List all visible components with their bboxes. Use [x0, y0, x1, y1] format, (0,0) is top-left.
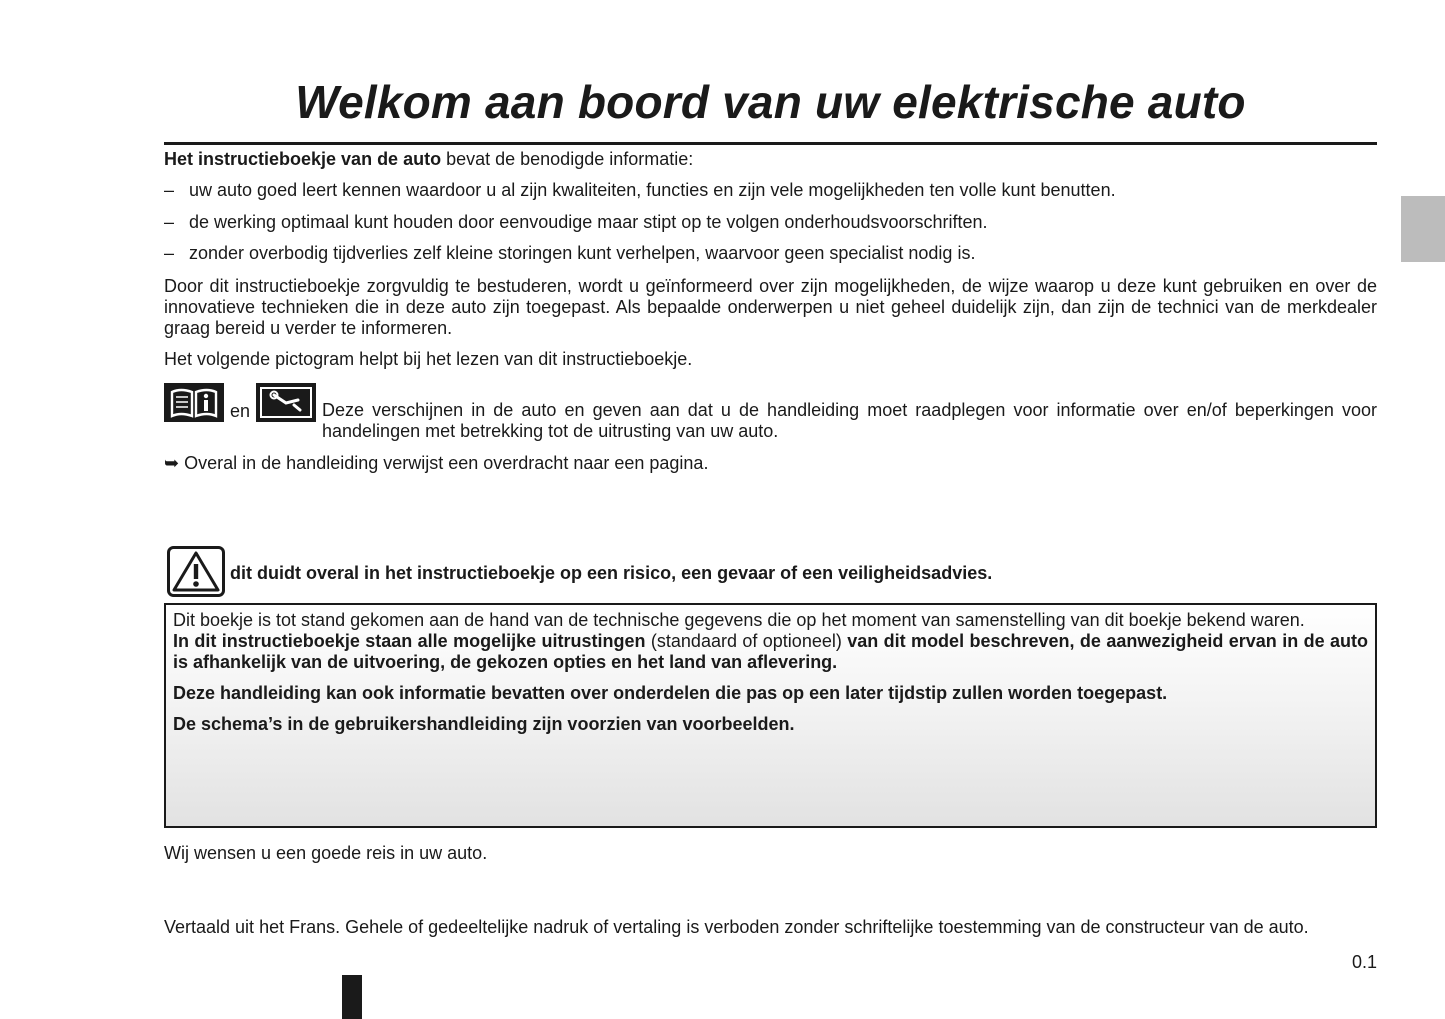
pictogram-connector: en [230, 401, 251, 421]
intro-rest: bevat de benodigde informatie: [441, 149, 694, 169]
section-marker [342, 975, 362, 1019]
notice-line-2-bold-b: van dit model beschreven, de aanwezigheid ervan in de auto is afhankelijk van de uitvoering, de gekozen opties en het land van aflevering. [173, 631, 1368, 672]
notice-line-1: Dit boekje is tot stand gekomen aan de hand van de technische gegevens die op het moment van samenstelling van dit boekje bekend waren. [173, 610, 1305, 630]
notice-line-4-text: De schema’s in de gebruikershandleiding zijn voorzien van voorbeelden. [173, 714, 795, 734]
page-number: 0.1 [1351, 952, 1377, 972]
bullet-text: de werking optimaal kunt houden door eenvoudige maar stipt op te volgen onderhoudsvoorschriften. [189, 212, 988, 232]
page-title: Welkom aan boord van uw elektrische auto [295, 76, 1246, 128]
notice-line-2-normal: (standaard of optioneel) [645, 631, 848, 651]
section-thumb-tab [1401, 196, 1445, 262]
page-reference-text: Overal in de handleiding verwijst een overdracht naar een pagina. [184, 453, 709, 473]
page-reference-arrow-icon: ➥ [164, 453, 180, 473]
bullet-text: zonder overbodig tijdverlies zelf kleine storingen kunt verhelpen, waarvoor geen specialist nodig is. [189, 243, 976, 263]
manual-book-icon [164, 383, 224, 422]
wrench-icon [256, 383, 316, 422]
notice-line-2 [173, 631, 1368, 673]
bullet-dash: – [164, 180, 175, 200]
title-divider [164, 142, 1377, 145]
pictogram-description: Deze verschijnen in de auto en geven aan dat u de handleiding moet raadplegen voor informatie over en/of beperkingen voor handelingen met betrekking tot de uitrusting van uw auto. [322, 400, 1377, 441]
page-reference-note [164, 453, 1377, 474]
bullet-dash: – [164, 243, 175, 263]
picto-intro-paragraph: Het volgende pictogram helpt bij het lezen van dit instructieboekje. [164, 349, 693, 369]
notice-line-2-bold-a: In dit instructieboekje staan alle mogelijke uitrustingen [173, 631, 646, 651]
warning-text: dit duidt overal in het instructieboekje op een risico, een gevaar of een veiligheidsadvies. [230, 563, 993, 583]
warning-triangle-icon [167, 546, 225, 597]
notice-line-3-text: Deze handleiding kan ook informatie bevatten over onderdelen die pas op een later tijdstip zullen worden toegepast. [173, 683, 1168, 703]
bullet-text: uw auto goed leert kennen waardoor u al zijn kwaliteiten, functies en zijn vele mogelijkheden ten volle kunt benutten. [189, 180, 1116, 200]
study-paragraph: Door dit instructieboekje zorgvuldig te bestuderen, wordt u geïnformeerd over zijn mogelijkheden, de wijze waarop u deze kunt gebruiken en over de innovatieve technieken die in deze auto zijn toegepast. Als bepaalde onderwerpen u niet geheel duidelijk zijn, dan zijn de technici van de merkdealer graag bereid u verder te informeren. [164, 276, 1377, 338]
notice-line-4 [173, 714, 1368, 735]
intro-bold-lead: Het instructieboekje van de auto [164, 149, 442, 169]
bullet-dash: – [164, 212, 175, 232]
intro-paragraph [164, 149, 1377, 170]
notice-box [164, 603, 1377, 828]
closing-text: Wij wensen u een goede reis in uw auto. [164, 843, 488, 863]
notice-line-3 [173, 683, 1368, 704]
copyright-text: Vertaald uit het Frans. Gehele of gedeeltelijke nadruk of vertaling is verboden zonder schriftelijke toestemming van de constructeur van de auto. [164, 917, 1309, 937]
